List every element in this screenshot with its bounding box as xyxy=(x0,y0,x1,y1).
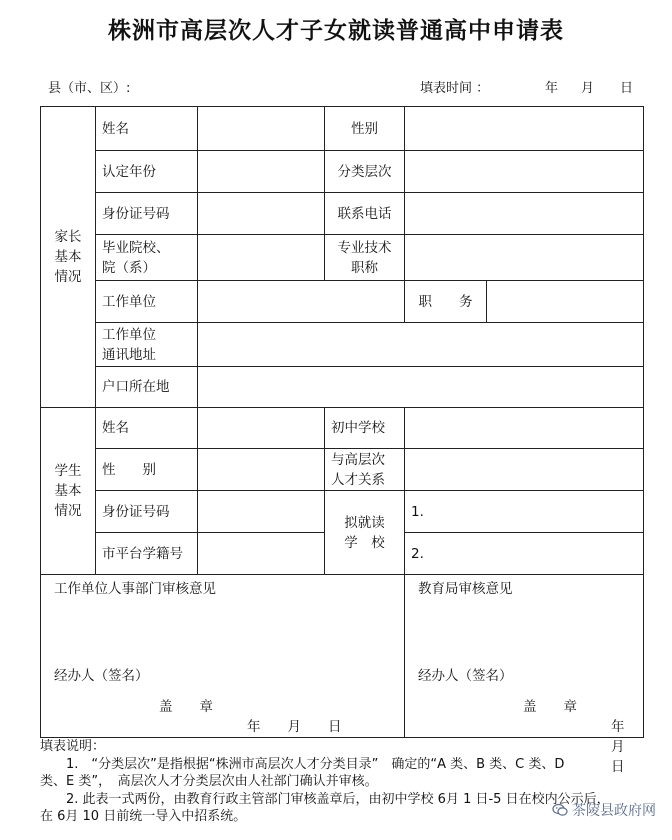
student-id-field[interactable] xyxy=(198,491,325,533)
employer-signer-label: 经办人（签名） xyxy=(54,668,149,684)
parent-row-address xyxy=(41,323,644,367)
relation-label: 与高层次 人才关系 xyxy=(325,449,405,491)
parent-row-school xyxy=(41,235,644,281)
student-row-gender xyxy=(41,449,644,491)
hukou-label: 户口所在地 xyxy=(96,367,198,408)
graduate-school-label: 毕业院校、 院（系） xyxy=(96,235,198,281)
education-date-label: 年 月 日 xyxy=(611,719,652,775)
hukou-field[interactable] xyxy=(198,367,644,408)
parent-name-field[interactable] xyxy=(198,107,325,151)
student-name-field[interactable] xyxy=(198,408,325,449)
day-label: 日 xyxy=(620,81,634,96)
school-choice-2-field[interactable] xyxy=(405,533,644,575)
review-row xyxy=(41,575,644,738)
student-name-label: 姓名 xyxy=(96,408,198,449)
watermark-text: 茶陵县政府网 xyxy=(572,803,656,819)
employer-review-box[interactable] xyxy=(41,575,405,738)
recognition-year-label: 认定年份 xyxy=(96,151,198,193)
education-signer-label: 经办人（签名） xyxy=(418,668,513,684)
parent-row-id xyxy=(41,193,644,235)
student-row-name xyxy=(41,408,644,449)
professional-title-field[interactable] xyxy=(405,235,644,281)
relation-field[interactable] xyxy=(405,449,644,491)
recognition-year-field[interactable] xyxy=(198,151,325,193)
student-row-id xyxy=(41,491,644,533)
school-choice-1-label: 1. xyxy=(411,503,424,520)
student-number-field[interactable] xyxy=(198,533,325,575)
instruction-1-line-2: 类、E 类”， 高层次人才分类层次由人社部门确认并审核。 xyxy=(40,774,378,789)
education-review-title: 教育局审核意见 xyxy=(418,581,513,597)
middle-school-label: 初中学校 xyxy=(325,408,405,449)
student-section-label: 学生 基本 情况 xyxy=(41,408,96,575)
parent-section-label: 家长 基本 情况 xyxy=(41,107,96,408)
category-level-field[interactable] xyxy=(405,151,644,193)
education-bureau-review-box[interactable] xyxy=(405,575,652,775)
phone-label: 联系电话 xyxy=(325,193,405,235)
parent-gender-label: 性别 xyxy=(325,107,405,151)
instruction-2-line-1: 2. 此表一式两份，由教育行政主管部门审核盖章后，由初中学校 6月 1 日-5 日在校内公示后， xyxy=(40,791,610,807)
instructions-heading: 填表说明： xyxy=(40,739,106,754)
school-choice-1-field[interactable] xyxy=(405,491,644,533)
work-address-label: 工作单位 通讯地址 xyxy=(96,323,198,367)
fill-time-label: 填表时间 ： xyxy=(420,81,490,96)
parent-row-year xyxy=(41,151,644,193)
form-title: 株洲市高层次人才子女就读普通高中申请表 xyxy=(108,17,564,44)
position-field[interactable] xyxy=(487,281,644,323)
parent-id-label: 身份证号码 xyxy=(96,193,198,235)
intended-school-label: 拟就读 学 校 xyxy=(325,491,405,575)
work-address-field[interactable] xyxy=(198,323,644,367)
parent-row-name xyxy=(41,107,644,151)
watermark xyxy=(552,800,656,820)
employer-review-title: 工作单位人事部门审核意见 xyxy=(54,581,216,597)
employer-seal-label: 盖 章 xyxy=(159,699,213,715)
student-id-label: 身份证号码 xyxy=(96,491,198,533)
year-label: 年 xyxy=(545,81,559,96)
middle-school-field[interactable] xyxy=(405,408,644,449)
parent-row-hukou xyxy=(41,367,644,408)
parent-row-work xyxy=(41,281,644,323)
professional-title-label: 专业技术 职称 xyxy=(325,235,405,281)
month-label: 月 xyxy=(581,81,595,96)
position-label: 职 务 xyxy=(405,281,487,323)
education-seal-label: 盖 章 xyxy=(523,699,577,715)
county-label: 县（市、区）: xyxy=(48,81,131,96)
student-gender-field[interactable] xyxy=(198,449,325,491)
school-choice-2-label: 2. xyxy=(411,545,424,562)
student-gender-label: 性 别 xyxy=(96,449,198,491)
category-level-label: 分类层次 xyxy=(325,151,405,193)
instruction-2-line-2: 在 6月 10 日前统一导入中招系统。 xyxy=(40,809,247,824)
work-unit-label: 工作单位 xyxy=(96,281,198,323)
work-unit-field[interactable] xyxy=(198,281,405,323)
instruction-1-line-1: 1. “分类层次”是指根据“株洲市高层次人才分类目录” 确定的“A 类、B 类、C 类、D xyxy=(40,756,565,772)
parent-name-label: 姓名 xyxy=(96,107,198,151)
employer-date-label: 年 月 日 xyxy=(247,719,342,735)
wechat-icon xyxy=(552,802,568,818)
graduate-school-field[interactable] xyxy=(198,235,325,281)
student-number-label: 市平台学籍号 xyxy=(96,533,198,575)
parent-gender-field[interactable] xyxy=(405,107,644,151)
parent-id-field[interactable] xyxy=(198,193,325,235)
phone-field[interactable] xyxy=(405,193,644,235)
